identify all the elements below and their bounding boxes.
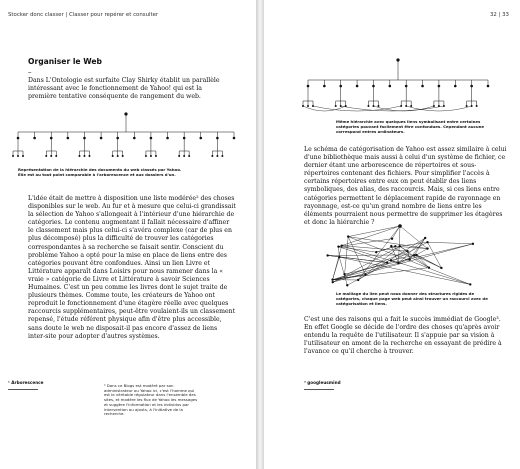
- book-gutter: [256, 0, 264, 469]
- linked-hierarchy-diagram: [300, 50, 496, 120]
- running-head: Stocker donc classer | Classer pour repérer et consulter: [8, 12, 159, 18]
- footnote: ² Dans ce Blogs est modéré par son administrateur ou Yahoo ici, c'est l'homme qui est le véritable régulateur dans l'ensemble des sites, et modère les flux de Yahoo les messages et suggère l'information et les individus par intervention ou ajouts, à l'initiative de la recherche.: [104, 383, 198, 417]
- closing-paragraph: C'est une des raisons qui a fait le succès immédiat de Google³. En effet Google se décide de l'ordre des choses qu'après avoir entendu la requête de l'utilisateur. Il s'appuie par sa vision à l'utilisateur en amont de la recherche en essayant de prédire à l'avance ce qu'il cherche à trouver.: [304, 316, 502, 356]
- figure-caption: Représentation de la hiérarchie des documents du web classés par Yahoo. Elle est au tout point comparable à l'arborescence et aux dossiers d'un.: [18, 167, 182, 177]
- body-paragraph: L'idée était de mettre à disposition une liste modérée² des choses disponibles sur le web. Au fur et à mesure que celui-ci grandissait la sélection de Yahoo s'allongeait à l'intérieur d'une hiérarchie de catégories. Le contenu augmentant il fallait nécessaire d'affiner le classement mais plus celui-ci s'avéra complexe (car de plus en plus décomposé) plus la difficulté de trouver les catégories correspondantes à sa recherche se faisait sentir. Conscient du problème Yahoo a opté pour la mise en place de liens entre des catégories pouvant être confondues. Ainsi un lien Livre et Littérature apparaît dans Loisirs pour nous ramener dans la « vraie » catégorie de Livre et Littérature à savoir Sciences Humaines. C'est un peu comme les livres dont le sujet traite de plusieurs thèmes. Comme toute, les créateurs de Yahoo ont reproduit le fonctionnement d'une étagère réelle avec quelques raccourcis supplémentaires, peut-être voulaient-ils un classement repensé, l'étude référent physique afin d'être plus accessible, sans doute le web ne disposait-il pas encore d'assez de liens inter-site pour adopter d'autres systèmes.: [28, 195, 236, 340]
- section-heading: Organiser le Web: [28, 57, 102, 66]
- body-paragraph-right: Le schéma de catégorisation de Yahoo est assez similaire à celui d'une bibliothèque mais aussi à celui d'un système de fichier, ce dernier étant une arborescence de répertoires et sous-répertoires contenant des fichiers. Pour simplifier l'accès à certains répertoires entre eux on peut établir des liens symboliques, des alias, des raccourcis. Mais, si ces liens entre catégories permettent le déplacement rapide de rayonnage en rayonnage, est-ce qu'un grand nombre de liens entre les éléments pourraient nous permettre de supprimer les étagères et donc la hiérarchie ?: [304, 146, 507, 226]
- footer-rule-right: [304, 389, 334, 390]
- figure-caption-3: Le maillage du lien peut nous donner des structures rigides de catégories, chaque page web peut ainsi trouver un raccourci avec de catégorisation et liens.: [336, 291, 488, 306]
- right-page: [264, 0, 520, 469]
- network-graph-diagram: [312, 220, 488, 292]
- left-page: [0, 0, 256, 469]
- footer-label: ¹ Arborescence: [8, 380, 44, 385]
- page-numbers: 32 | 33: [490, 12, 509, 18]
- footer-label-right: ³ googleusmind: [304, 380, 341, 385]
- intro-paragraph: Dans L'Ontologie est surfaite Clay Shirky établit un parallèle intéressant avec le fonctionnement de Yahoo! qui est la première tentative conséquente de rangement du web.: [28, 77, 220, 101]
- heading-dash: –: [28, 68, 32, 76]
- figure-caption-2: Même hiérarchie avec quelques liens symbolisant entre certaines catégories pouvant facilement être confondues. Cependant aucune correspond entres ordinateurs.: [336, 119, 485, 134]
- footer-rule: [8, 389, 38, 390]
- yahoo-hierarchy-diagram: [10, 108, 242, 168]
